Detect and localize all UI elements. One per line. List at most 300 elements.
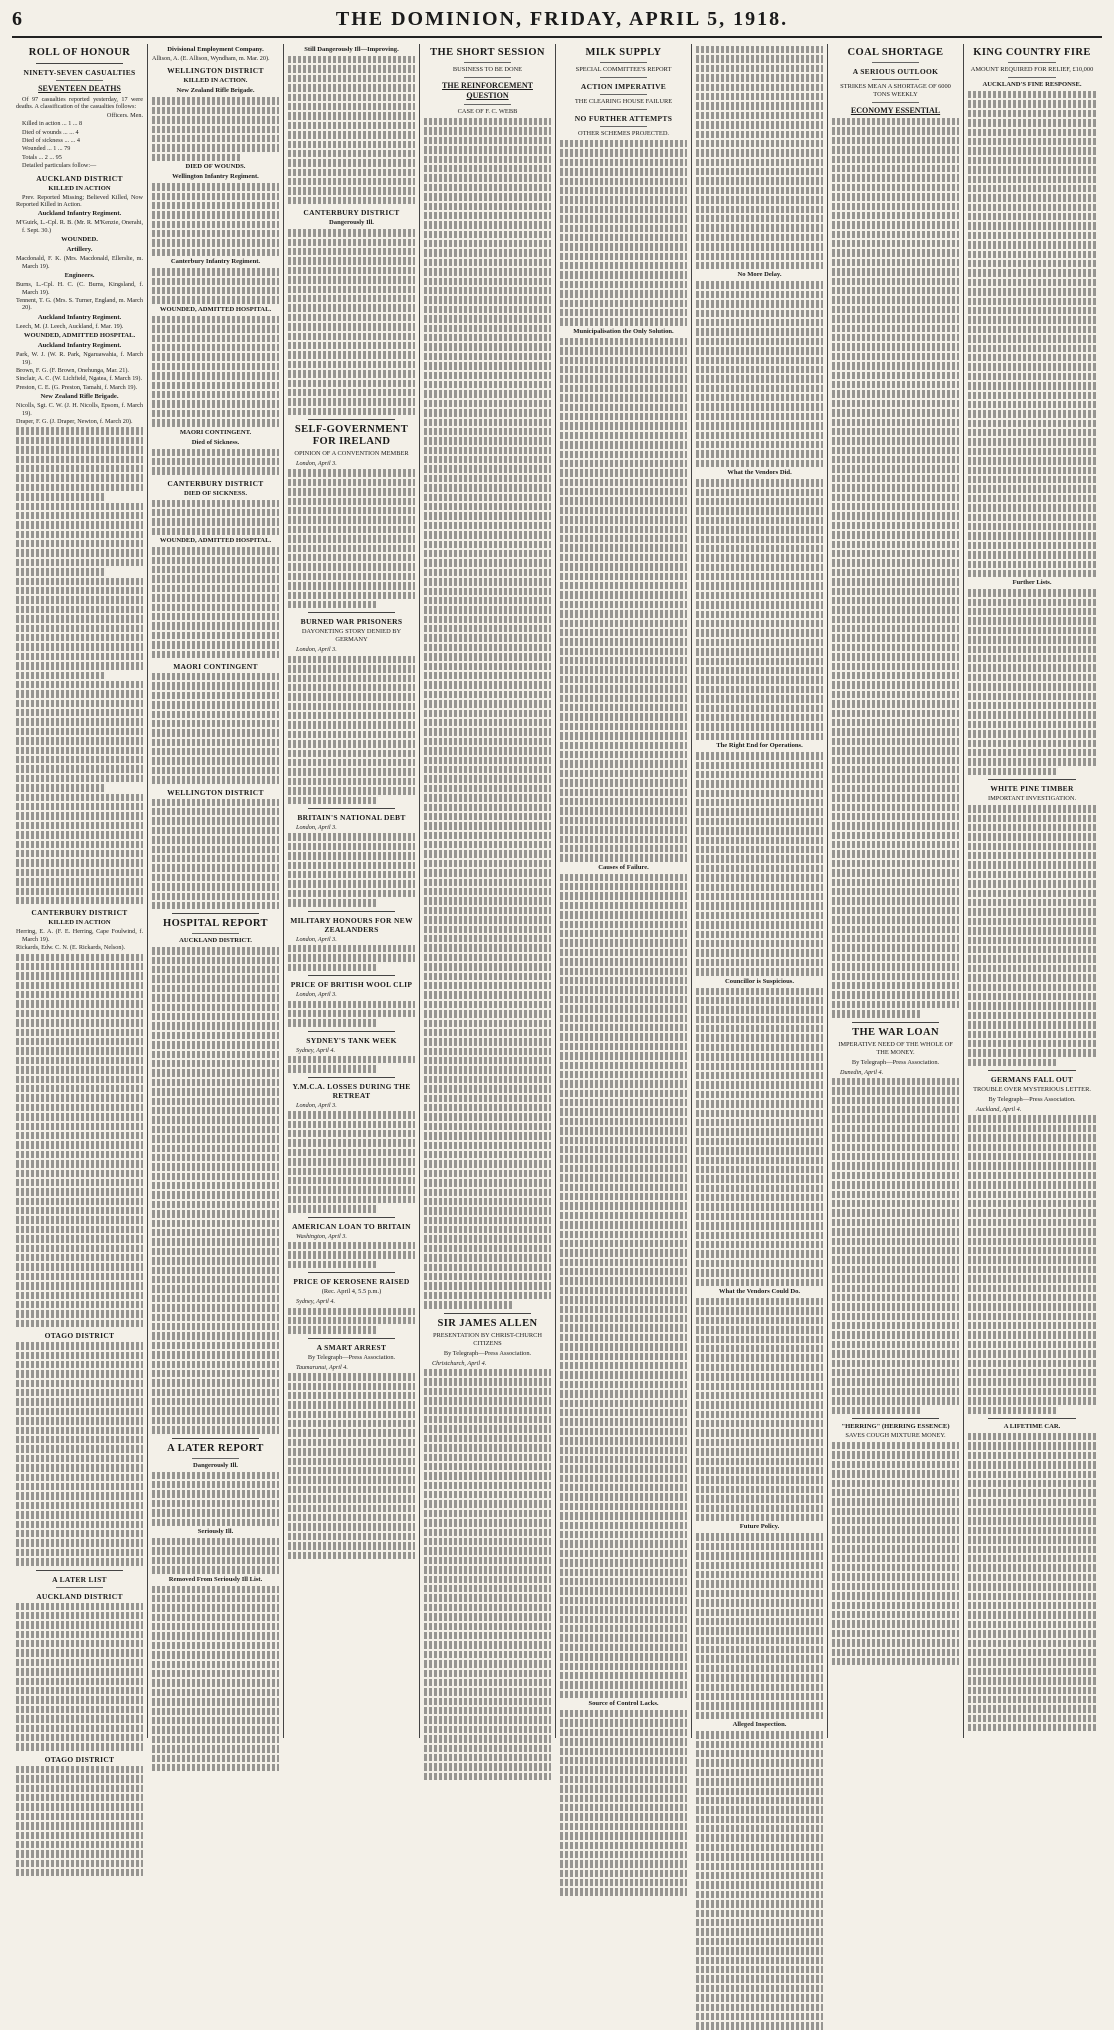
text-line (968, 1331, 1096, 1338)
text-line (560, 1062, 687, 1069)
text-line (288, 1111, 415, 1118)
divider (600, 94, 647, 95)
text-line (560, 798, 687, 805)
text-line (968, 288, 1096, 295)
text-line (424, 1123, 551, 1130)
text-line (968, 1341, 1096, 1348)
text-line (832, 916, 959, 923)
text-line (832, 1630, 959, 1637)
text-line (832, 1172, 959, 1179)
text-line (560, 1578, 687, 1585)
text-line (832, 1247, 959, 1254)
text-line (152, 604, 279, 611)
text-line (424, 1113, 551, 1120)
text-line (560, 1118, 687, 1125)
text-line (696, 1147, 823, 1154)
text-line (152, 855, 279, 862)
text-line (832, 484, 959, 491)
text-line (288, 1533, 415, 1540)
text-line (16, 1361, 143, 1368)
divider (308, 1031, 395, 1032)
text-line (424, 738, 551, 745)
text-line (968, 373, 1096, 380)
text-line (696, 385, 823, 392)
section-heading: Causes of Failure. (598, 863, 649, 871)
text-line (560, 1193, 687, 1200)
text-line (968, 354, 1096, 361)
text-line (968, 965, 1096, 972)
text-line (968, 392, 1096, 399)
text-line (152, 994, 279, 1001)
text-line (832, 249, 959, 256)
text-line (424, 249, 551, 256)
text-line (424, 804, 551, 811)
text-line (424, 794, 551, 801)
text-line (696, 733, 823, 740)
text-line (152, 296, 279, 303)
text-line (560, 1616, 687, 1623)
text-line (424, 541, 551, 548)
text-line (968, 1144, 1096, 1151)
text-line (832, 1602, 959, 1609)
casualty-entry: Leech, M. (J. Leech, Auckland, f. Mar. 19). (16, 322, 124, 330)
text-line (968, 570, 1096, 577)
text-line (560, 206, 687, 213)
text-line (152, 1407, 279, 1414)
text-line (424, 475, 551, 482)
text-line (832, 973, 959, 980)
text-line (696, 536, 823, 543)
text-line (560, 1165, 687, 1172)
casualty-entry: Park, W. J. (W. R. Park, Ngaruawahia, f. March 19). (16, 351, 143, 366)
text-line (696, 658, 823, 665)
text-line (968, 185, 1096, 192)
text-line (424, 1660, 551, 1667)
text-line (832, 794, 959, 801)
divider (308, 1272, 395, 1273)
text-line (424, 1576, 551, 1583)
text-line (832, 578, 959, 585)
text-line (696, 1816, 823, 1823)
text-line (696, 291, 823, 298)
text-line (832, 146, 959, 153)
roll-of-honour-heading: ROLL OF HONOUR (28, 47, 131, 58)
text-line (288, 768, 415, 775)
text-line (288, 1186, 415, 1193)
text-line (152, 1022, 279, 1029)
text-line (696, 1637, 823, 1644)
text-line (424, 869, 551, 876)
text-line (424, 860, 551, 867)
text-line (288, 1523, 415, 1530)
text-line (424, 400, 551, 407)
text-line (832, 362, 959, 369)
text-line (288, 1420, 415, 1427)
text-line (560, 488, 687, 495)
text-line (560, 281, 687, 288)
text-line (16, 1715, 143, 1722)
article-byline: By Telegraph—Press Association. (988, 1096, 1076, 1104)
text-line (696, 827, 823, 834)
text-line (424, 681, 551, 688)
text-line (424, 165, 551, 172)
text-line (288, 665, 415, 672)
text-line (696, 441, 823, 448)
text-line (832, 1153, 959, 1160)
text-line (696, 1928, 823, 1935)
text-line (832, 691, 959, 698)
text-line (696, 1834, 823, 1841)
text-line (424, 118, 551, 125)
text-line (424, 1235, 551, 1242)
text-line (424, 1388, 551, 1395)
text-line (152, 419, 279, 426)
text-line (560, 1606, 687, 1613)
text-line (696, 1900, 823, 1907)
text-line (152, 1013, 279, 1020)
text-line (424, 653, 551, 660)
text-line (16, 437, 143, 444)
text-line (968, 1687, 1096, 1694)
text-line (560, 1071, 687, 1078)
text-line (152, 1745, 279, 1752)
text-line (152, 1285, 279, 1292)
text-line (424, 1482, 551, 1489)
text-line (424, 691, 551, 698)
text-line (560, 375, 687, 382)
text-line (832, 1097, 959, 1104)
text-line (424, 1763, 551, 1770)
text-line (832, 935, 959, 942)
text-line (16, 493, 105, 500)
divider (600, 77, 647, 78)
district-heading: CANTERBURY DISTRICT (303, 208, 400, 218)
text-line (16, 1160, 143, 1167)
text-line (152, 382, 279, 389)
text-line (560, 807, 687, 814)
text-line (968, 843, 1096, 850)
text-line (424, 1698, 551, 1705)
text-line (560, 1559, 687, 1566)
text-line (560, 573, 687, 580)
text-line (968, 1480, 1096, 1487)
text-line (16, 559, 143, 566)
text-line (968, 918, 1096, 925)
text-line (16, 1066, 143, 1073)
text-line (424, 127, 551, 134)
hospital-report-heading: HOSPITAL REPORT (163, 918, 268, 930)
text-line (832, 860, 959, 867)
text-line (424, 1217, 551, 1224)
text-line (832, 588, 959, 595)
text-line (560, 168, 687, 175)
text-line (968, 1012, 1096, 1019)
text-line (288, 843, 415, 850)
text-line (560, 1221, 687, 1228)
text-line (696, 780, 823, 787)
text-line (832, 1001, 959, 1008)
text-line (968, 655, 1096, 662)
text-line (832, 813, 959, 820)
text-line (152, 1032, 279, 1039)
text-line (968, 485, 1096, 492)
text-line (832, 456, 959, 463)
text-line (16, 765, 143, 772)
text-line (152, 249, 279, 256)
article-subheading: PRESENTATION BY CHRIST-CHURCH CITIZENS (432, 1331, 543, 1347)
text-line (16, 1794, 143, 1801)
text-line (424, 634, 551, 641)
text-line (560, 958, 687, 965)
text-line (832, 653, 959, 660)
text-line (560, 1870, 687, 1877)
text-line (696, 1203, 823, 1210)
text-line (288, 75, 415, 82)
text-line (288, 159, 415, 166)
text-line (152, 1623, 279, 1630)
text-line (288, 945, 415, 952)
article-byline: By Telegraph—Press Association. (307, 1353, 396, 1361)
text-line (832, 1489, 959, 1496)
text-line (696, 1185, 823, 1192)
text-line (152, 1614, 279, 1621)
text-line (560, 318, 687, 325)
casualty-entry: Rickards, Edw. C. N. (E. Rickards, Nelson). (16, 944, 126, 952)
columns (12, 44, 1102, 1764)
text-line (560, 422, 687, 429)
text-line (16, 643, 143, 650)
text-line (696, 1590, 823, 1597)
divider (464, 77, 511, 78)
text-line (152, 1116, 279, 1123)
text-line (968, 204, 1096, 211)
text-line (832, 400, 959, 407)
text-line (288, 150, 415, 157)
text-line (968, 1322, 1096, 1329)
text-line (696, 949, 823, 956)
text-line (832, 1115, 959, 1122)
article-headline: MILK SUPPLY (585, 47, 662, 58)
text-line (696, 1373, 823, 1380)
text-line (424, 306, 551, 313)
text-line (424, 1001, 551, 1008)
text-line (696, 403, 823, 410)
text-line (152, 1210, 279, 1217)
text-line (424, 1519, 551, 1526)
text-line (696, 799, 823, 806)
text-line (832, 1134, 959, 1141)
text-line (968, 664, 1096, 671)
text-line (696, 1420, 823, 1427)
article-dateline: Sydney, April 4. (296, 1046, 336, 1054)
text-line (832, 1480, 959, 1487)
text-line (968, 993, 1096, 1000)
text-line (152, 1604, 279, 1611)
text-line (152, 410, 279, 417)
text-line (696, 1825, 823, 1832)
text-line (560, 854, 687, 861)
text-line (832, 419, 959, 426)
section-heading: Alleged Inspection. (732, 1721, 787, 1729)
text-line (16, 1057, 143, 1064)
text-line (288, 1139, 415, 1146)
text-line (968, 345, 1096, 352)
text-line (152, 1708, 279, 1715)
text-line (832, 719, 959, 726)
text-line (696, 648, 823, 655)
text-line (832, 221, 959, 228)
later-report-heading: A LATER REPORT (167, 1442, 264, 1454)
text-line (16, 512, 143, 519)
text-line (968, 176, 1096, 183)
text-line (832, 1470, 959, 1477)
text-line (696, 1298, 823, 1305)
text-line (424, 775, 551, 782)
text-line (968, 1378, 1096, 1385)
text-line (16, 531, 143, 538)
text-line (152, 1238, 279, 1245)
text-line (16, 625, 143, 632)
text-line (560, 1418, 687, 1425)
text-line (152, 566, 279, 573)
text-line (424, 1773, 551, 1780)
text-line (152, 641, 279, 648)
text-line (832, 606, 959, 613)
text-line (424, 522, 551, 529)
text-line (696, 1110, 823, 1117)
text-line (560, 404, 687, 411)
article-dateline: Dunedin, April 4. (840, 1068, 884, 1076)
text-line (560, 1795, 687, 1802)
text-line (560, 1146, 687, 1153)
text-line (560, 413, 687, 420)
text-line (424, 569, 551, 576)
divider (308, 808, 395, 809)
text-line (16, 982, 143, 989)
text-line (968, 1658, 1096, 1665)
text-line (152, 1182, 279, 1189)
text-line (832, 944, 959, 951)
text-line (696, 676, 823, 683)
text-line (696, 1467, 823, 1474)
text-line (424, 1076, 551, 1083)
text-line (16, 1380, 143, 1387)
text-line (560, 1428, 687, 1435)
text-line (152, 748, 279, 755)
text-line (424, 1454, 551, 1461)
text-line (696, 1448, 823, 1455)
text-line (152, 1566, 279, 1573)
text-line (968, 955, 1096, 962)
divider (464, 104, 511, 105)
text-line (832, 879, 959, 886)
article-subheading: CASE OF F. C. WEBB (457, 108, 518, 115)
text-line (560, 149, 687, 156)
text-line (968, 674, 1096, 681)
text-line (968, 702, 1096, 709)
text-line (16, 784, 105, 791)
text-line (968, 1059, 1058, 1066)
text-line (968, 805, 1096, 812)
text-line (968, 1040, 1096, 1047)
newspaper-title: THE DOMINION, FRIDAY, APRIL 5, 1918. (335, 8, 789, 30)
text-line (16, 1320, 143, 1327)
text-line (696, 1853, 823, 1860)
text-line (968, 1677, 1096, 1684)
text-line (968, 608, 1096, 615)
text-line (696, 865, 823, 872)
text-line (832, 616, 959, 623)
text-line (424, 926, 551, 933)
text-line (288, 248, 415, 255)
text-line (560, 451, 687, 458)
text-line (288, 554, 415, 561)
text-line (16, 747, 143, 754)
text-line (16, 1464, 143, 1471)
text-line (968, 91, 1096, 98)
text-line (696, 1505, 823, 1512)
text-line (16, 831, 143, 838)
text-line (832, 644, 959, 651)
text-line (424, 1095, 551, 1102)
text-line (16, 822, 143, 829)
text-line (968, 740, 1096, 747)
text-line (696, 592, 823, 599)
text-line (832, 503, 959, 510)
text-line (696, 1119, 823, 1126)
text-line (152, 902, 279, 909)
article-subheading: IMPORTANT INVESTIGATION. (987, 795, 1077, 803)
text-line (288, 582, 415, 589)
text-line (696, 432, 823, 439)
text-line (424, 1198, 551, 1205)
text-line (16, 503, 143, 510)
text-line (424, 437, 551, 444)
text-line (832, 381, 959, 388)
text-line (560, 1447, 687, 1454)
text-line (560, 357, 687, 364)
text-line (696, 818, 823, 825)
article-headline: Y.M.C.A. LOSSES DURING THE RETREAT (292, 1081, 411, 1100)
text-line (832, 306, 959, 313)
text-line (968, 138, 1096, 145)
text-line (968, 457, 1096, 464)
text-line (152, 1145, 279, 1152)
text-line (696, 762, 823, 769)
text-line (424, 588, 551, 595)
text-line (696, 1166, 823, 1173)
text-line (16, 1019, 143, 1026)
text-line (152, 1276, 279, 1283)
text-line (288, 94, 415, 101)
text-line (696, 686, 823, 693)
text-line (560, 1240, 687, 1247)
text-line (560, 1531, 687, 1538)
text-line (288, 787, 415, 794)
text-line (968, 307, 1096, 314)
text-line (16, 1273, 143, 1280)
text-line (424, 1085, 551, 1092)
text-line (424, 879, 551, 886)
text-line (696, 629, 823, 636)
text-line (16, 1254, 143, 1261)
text-line (832, 512, 959, 519)
text-line (968, 1219, 1096, 1226)
text-line (968, 768, 1058, 775)
text-line (832, 1611, 959, 1618)
text-line (152, 622, 279, 629)
text-line (16, 700, 143, 707)
